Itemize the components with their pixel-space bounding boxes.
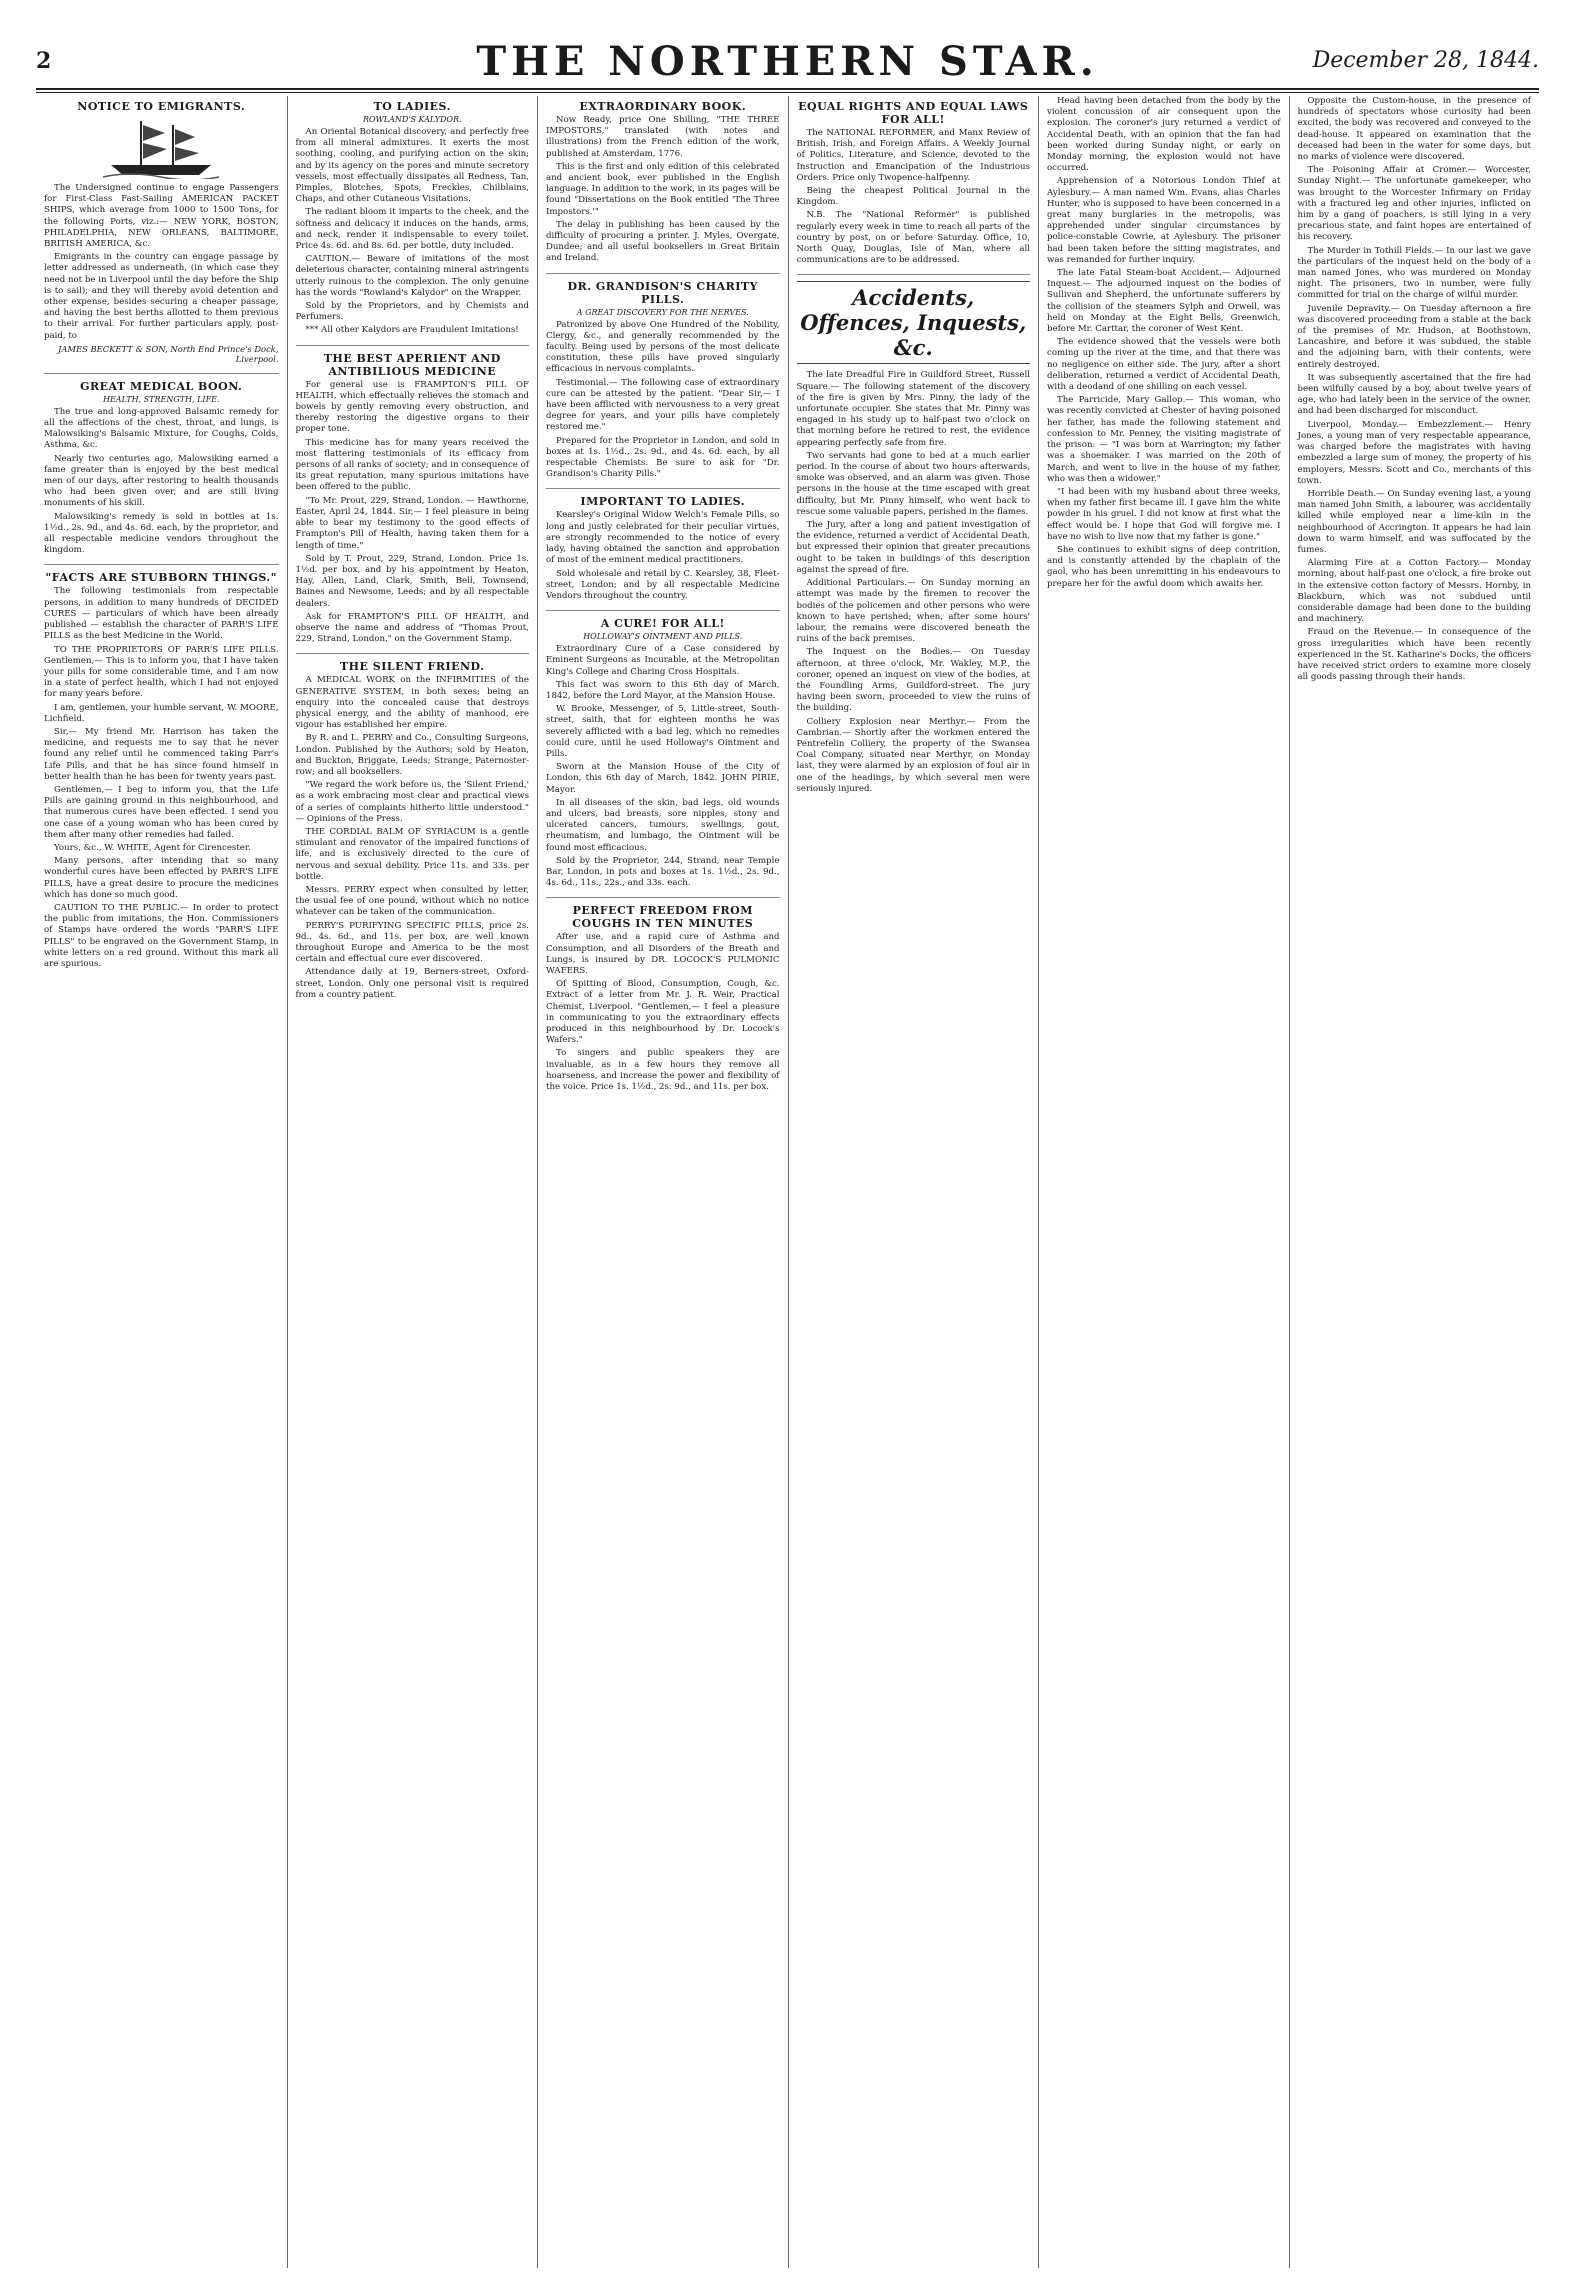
ad-paragraph: Sworn at the Mansion House of the City of London, this 6th day of March, 1842. JOHN PIRIE, Mayor.	[546, 762, 780, 795]
issue-date: December 28, 1844.	[1312, 48, 1539, 73]
ad-paragraph: Now Ready, price One Shilling, "THE THREE IMPOSTORS," translated (with notes and illustrations) from the French edition of the work, published at Amsterdam, 1776.	[546, 115, 780, 159]
news-paragraph: Liverpool, Monday.— Embezzlement.— Henry Jones, a young man of very respectable appearance, was charged before the magistrates with having embezzled a large sum of money, the property of his employers, Messrs. Scott and Co., merchants of this town.	[1297, 419, 1531, 486]
masthead-rule-thin	[36, 92, 1539, 93]
news-paragraph: Head having been detached from the body by the violent concussion of air consequent upon the explosion. The coroner's jury returned a verdict of Accidental Death, with an opinion that the fan had been worked during Sunday night, or early on Monday morning, the explosion would not have occurred.	[1047, 96, 1281, 174]
news-paragraph: The Murder in Tothill Fields.— In our last we gave the particulars of the inquest held on the body of a man named Jones, who was murdered on Monday night. The prisoners, two in number, were fully committed for trial on the charge of wilful murder.	[1297, 245, 1531, 301]
column-4	[788, 96, 1039, 2268]
ad-paragraph: CAUTION TO THE PUBLIC.— In order to protect the public from imitations, the Hon. Commissioners of Stamps have ordered the words "PARR'S LIFE PILLS" to be engraved on the Government Stamp, in white letters on a red ground. Without this mark all are spurious.	[44, 902, 279, 969]
paper-title: THE NORTHERN STAR.	[476, 38, 1099, 85]
ad-paragraph: This medicine has for many years received the most flattering testimonials of its efficacy from persons of all ranks of society; and in consequence of its great reputation, many spurious imitations have been offered to the public.	[295, 437, 529, 493]
news-paragraph: The Inquest on the Bodies.— On Tuesday afternoon, at three o'clock, Mr. Wakley, M.P., the coroner, opened an inquest on view of the bodies, at the Foundling Arms, Guildford-street. The jury having been sworn, proceeded to view the ruins of the building.	[796, 647, 1030, 714]
section-heading: Accidents, Offences, Inquests, &c.	[797, 281, 1031, 364]
advertisement	[546, 280, 780, 490]
advertisement	[44, 380, 279, 566]
ad-paragraph: To singers and public speakers they are invaluable, as in a few hours they remove all hoarseness, and increase the power and flexibility of the voice. Price 1s. 1½d., 2s. 9d., and 11s. per box.	[546, 1048, 780, 1093]
ad-paragraph: W. Brooke, Messenger, of 5, Little-street, South-street, saith, that for eighteen months he was severely afflicted with a bad leg, which no remedies could cure, until he used Holloway's Ointment and Pills.	[546, 704, 780, 759]
news-paragraph: Apprehension of a Notorious London Thief at Aylesbury.— A man named Wm. Evans, alias Charles Hunter, who is supposed to have been concerned in a great many burglaries in the metropolis, was apprehended under singular circumstances by police-constable Cowrie, at Aylesbury. The prisoner had been taken before the sitting magistrates, and was remanded for further inquiry.	[1047, 176, 1281, 265]
news-paragraph: The Poisoning Affair at Cromer.— Worcester, Sunday Night.— The unfortunate gamekeeper, who was brought to the Worcester Infirmary on Friday with a fractured leg and other injuries, inflicted on him by a gang of poachers, is still lying in a very precarious state, and faint hopes are entertained of his recovery.	[1297, 165, 1531, 243]
column-6	[1289, 96, 1540, 2268]
news-paragraph: Two servants had gone to bed at a much earlier period. In the course of about two hours afterwards, smoke was observed, and an alarm was given. Those persons in the house at the time escaped with great difficulty, but Mr. Pinny himself, who went back to rescue some valuable papers, perished in the flames.	[796, 450, 1030, 517]
ad-paragraph: Extraordinary Cure of a Case considered by Eminent Surgeons as Incurable, at the Metropolitan King's College and Charing Cross Hospitals.	[546, 644, 780, 677]
news-paragraph: The Parricide, Mary Gallop.— This woman, who was recently convicted at Chester of having poisoned her father, has made the following statement and confession to Mr. Penney, the visiting magistrate of the prison: — "I was born at Warrington; my father was a shoemaker. I was married on the 20th of March, and went to live in the house of my father, who was then a widower."	[1047, 395, 1281, 484]
news-paragraph: The late Dreadful Fire in Guildford Street, Russell Square.— The following statement of the discovery of the fire is given by Mrs. Pinny, the lady of the unfortunate occupier. She states that Mr. Pinny was engaged in his study up to half-past two o'clock on that morning before he retired to rest, the evidence appearing perfectly safe from fire.	[796, 370, 1030, 448]
ad-title: THE BEST APERIENT AND ANTIBILIOUS MEDICINE	[323, 351, 501, 378]
advertisement	[797, 100, 1031, 275]
ad-paragraph: Sir,— My friend Mr. Harrison has taken the medicine, and requests me to say that he never found any relief until he commenced taking Parr's Life Pills, and that he has since found himself in better health than he has been for twenty years past.	[44, 726, 279, 782]
ad-paragraph: Gentlemen,— I beg to inform you, that the Life Pills are gaining ground in this neighbourhood, and that numerous cures have been effected. I send you one case of a young woman who has been cured by them after many other remedies had failed.	[44, 784, 279, 840]
ad-paragraph: TO THE PROPRIETORS OF PARR'S LIFE PILLS. Gentlemen,— This is to inform you, that I have taken your pills for some considerable time, and I am now in a state of perfect health, which I had not enjoyed for many years before.	[44, 644, 279, 700]
ad-paragraph: Nearly two centuries ago, Malowsiking earned a fame greater than is enjoyed by the best medical men of our days, after restoring to health thousands who had been given over, and are still living monuments of his skill.	[44, 453, 279, 509]
ad-paragraph: Many persons, after intending that so many wonderful cures have been effected by PARR'S LIFE PILLS, have a great desire to procure the medicines which has done so much good.	[44, 856, 279, 900]
page-number: 2	[36, 48, 52, 74]
advertisement	[296, 660, 530, 1009]
ad-title: THE SILENT FRIEND.	[339, 660, 485, 674]
column-5	[1038, 96, 1289, 2268]
ad-paragraph: CAUTION.— Beware of imitations of the most deleterious character, containing mineral astringents utterly ruinous to the complexion. The only genuine has the words "Rowland's Kalydor" on the Wrapper.	[295, 254, 529, 298]
ad-paragraph: THE CORDIAL BALM OF SYRIACUM is a gentle stimulant and renovator of the impaired functions of life, and is exclusively directed to the cure of nervous and sexual debility. Price 11s. and 33s. per bottle.	[295, 826, 529, 882]
news-paragraph: Alarming Fire at a Cotton Factory.— Monday morning, about half-past one o'clock, a fire broke out in the extensive cotton factory of Messrs. Hornby, in Blackburn, which was not subdued until considerable damage had been done to the building and machinery.	[1297, 558, 1531, 625]
sailing-ship-icon	[101, 115, 221, 179]
ad-signature: JAMES BECKETT & SON, North End Prince's Dock, Liverpool.	[58, 343, 279, 364]
masthead	[36, 30, 1539, 92]
news-paragraph: "I had been with my husband about three weeks, when my father first became ill. I gave him the white powder in his gruel. I did not know at first what the effect would be. I hope that God will forgive me. I have no wish to live now that my father is gone."	[1047, 486, 1281, 542]
ad-title: PERFECT FREEDOM FROM COUGHS IN TEN MINUTES	[572, 904, 754, 931]
masthead-rule	[36, 88, 1539, 90]
ad-paragraph: Prepared for the Proprietor in London, and sold in boxes at 1s. 1½d., 2s. 9d., and 4s. 6d. each, by all respectable Chemists. Be sure to ask for "Dr. Grandison's Charity Pills."	[546, 435, 780, 480]
ad-title: EQUAL RIGHTS AND EQUAL LAWS FOR ALL!	[798, 100, 1029, 126]
ad-paragraph: Being the cheapest Political Journal in the Kingdom.	[796, 186, 1030, 208]
ad-paragraph: Patronized by above One Hundred of the Nobility, Clergy, &c., and generally recommended by the faculty. Being used by persons of the most delicate constitution, these pills have proved singularly efficacious in nervous complaints.	[546, 319, 780, 375]
ad-subtitle: HEALTH, STRENGTH, LIFE.	[102, 394, 220, 404]
ad-paragraph: Sold by T. Prout, 229, Strand, London. Price 1s. 1½d. per box, and by his appointment by Heaton, Hay, Allen, Land, Clark, Smith, Bell, Townsend, Baines and Newsome, Leeds; and by all respectable dealers.	[295, 553, 529, 609]
ad-paragraph: Messrs. PERRY expect when consulted by letter, the usual fee of one pound, without which no notice whatever can be taken of the communication.	[295, 884, 529, 918]
advertisement	[296, 352, 530, 655]
ad-paragraph: Emigrants in the country can engage passage by letter addressed as underneath, (in which case they need not be in Liverpool until the day before the Ship is to sail); and they will thereby avoid detention and other expense, besides securing a cheaper passage, and having the best berths allotted to them previous to their arrival. For further particulars apply, post-paid, to	[44, 252, 279, 341]
column-3	[537, 96, 788, 2268]
ad-paragraph: An Oriental Botanical discovery, and perfectly free from all mineral admixtures. It exerts the most soothing, cooling, and purifying action on the skin; and by its agency on the pores and minute secretory vessels, most effectually dissipates all Redness, Tan, Pimples, Blotches, Spots, Freckles, Chilblains, Chaps, and other Cutaneous Visitations.	[295, 127, 529, 205]
ad-subtitle: HOLLOWAY'S OINTMENT AND PILLS.	[583, 632, 743, 642]
ad-paragraph: For general use is FRAMPTON'S PILL OF HEALTH, which effectually relieves the stomach and bowels by gently removing every obstruction, and thereby restoring the digestive organs to their proper tone.	[295, 379, 529, 435]
ad-paragraph: The Undersigned continue to engage Passengers for First-Class Fast-Sailing AMERICAN PACKET SHIPS, which average from 1000 to 1500 Tons, for the following Ports, viz.:— NEW YORK, BOSTON, PHILADELPHIA, NEW ORLEANS, BALTIMORE, BRITISH AMERICA, &c.	[44, 183, 279, 250]
ad-paragraph: N.B. The "National Reformer" is published regularly every week in time to reach all parts of the country by post, on or before Saturday. Office, 10, North Quay, Douglas, Isle of Man, where all communications are to be addressed.	[796, 210, 1030, 266]
ad-paragraph: PERRY'S PURIFYING SPECIFIC PILLS, price 2s. 9d., 4s. 6d., and 11s. per box, are well known throughout Europe and America to be the most certain and effectual cure ever discovered.	[295, 920, 529, 965]
ad-paragraph: Ask for FRAMPTON'S PILL OF HEALTH, and observe the name and address of "Thomas Prout, 229, Strand, London," on the Government Stamp.	[295, 611, 529, 645]
advertisement	[44, 100, 279, 374]
ad-paragraph: Malowsiking's remedy is sold in bottles at 1s. 1½d., 2s. 9d., and 4s. 6d. each, by the proprietor, and all respectable medicine vendors throughout the kingdom.	[44, 511, 279, 556]
news-paragraph: It was subsequently ascertained that the fire had been wilfully caused by a boy, about twelve years of age, who had lately been in the service of the owner, and had been discharged for misconduct.	[1297, 372, 1531, 417]
advertisement	[546, 100, 780, 274]
ad-title: TO LADIES.	[373, 100, 451, 113]
advertisement	[44, 571, 279, 978]
advertisement	[546, 617, 780, 898]
ad-paragraph: After use, and a rapid cure of Asthma and Consumption, and all Disorders of the Breath and Lungs, is insured by DR. LOCOCK'S PULMONIC WAFERS.	[546, 932, 780, 976]
ad-paragraph: A MEDICAL WORK on the INFIRMITIES of the GENERATIVE SYSTEM, in both sexes; being an enquiry into the concealed cause that destroys physical energy, and the ability of manhood, ere vigour has established her empire.	[295, 675, 529, 731]
ad-paragraph: Sold wholesale and retail by C. Kearsley, 38, Fleet-street, London; and by all respectable Medicine Vendors throughout the country.	[546, 568, 780, 601]
ad-title: EXTRAORDINARY BOOK.	[579, 100, 747, 113]
ad-paragraph: The true and long-approved Balsamic remedy for all the affections of the chest, throat, and lungs, is Malowsiking's Balsamic Mixture, for Coughs, Colds, Asthma, &c.	[44, 406, 279, 451]
advertisement	[546, 904, 780, 1101]
ad-paragraph: The radiant bloom it imparts to the cheek, and the softness and delicacy it induces on the hands, arms, and neck, render it indispensable to every toilet. Price 4s. 6d. and 8s. 6d. per bottle, duty included.	[295, 207, 529, 252]
news-paragraph: Opposite the Custom-house, in the presence of hundreds of spectators whose curiosity had been excited, the body was recovered and conveyed to the dead-house. It appeared on examination that the deceased had been in the water for some days, but no marks of violence were discovered.	[1297, 96, 1531, 163]
ad-paragraph: Testimonial.— The following case of extraordinary cure can be attested by the patient. "Dear Sir,— I have been afflicted with nervousness to a very great degree for years, and your pills have completely restored me."	[546, 377, 780, 433]
ad-paragraph: "We regard the work before us, the 'Silent Friend,' as a work embracing most clear and practical views of a series of complaints hitherto little understood." — Opinions of the Press.	[295, 780, 529, 824]
ad-paragraph: The delay in publishing has been caused by the difficulty of procuring a printer. J. Myles, Overgate, Dundee; and all useful booksellers in Great Britain and Ireland.	[546, 219, 780, 264]
ad-title: IMPORTANT TO LADIES.	[580, 495, 746, 509]
ad-paragraph: Kearsley's Original Widow Welch's Female Pills, so long and justly celebrated for their peculiar virtues, are strongly recommended to the notice of every lady, having obtained the sanction and approbation of most of the eminent medical practitioners.	[546, 510, 780, 566]
ad-title: A CURE! FOR ALL!	[600, 617, 725, 631]
advertisement	[546, 495, 780, 611]
news-paragraph: Juvenile Depravity.— On Tuesday afternoon a fire was discovered proceeding from a stable at the back of the premises of Mr. Hudson, at Boothstown, Lancashire, and before it was subdued, the stable and the adjoining barn, with their contents, were entirely destroyed.	[1297, 303, 1531, 370]
ad-title: NOTICE TO EMIGRANTS.	[77, 100, 246, 113]
column-2	[287, 96, 538, 2268]
ad-paragraph: This fact was sworn to this 6th day of March, 1842, before the Lord Mayor, at the Mansion House.	[546, 679, 780, 701]
ad-paragraph: Sold by the Proprietor, 244, Strand, near Temple Bar, London, in pots and boxes at 1s. 1½d., 2s. 9d., 4s. 6d., 11s., 22s., and 33s. each.	[546, 855, 780, 889]
ad-paragraph: By R. and L. PERRY and Co., Consulting Surgeons, London. Published by the Authors; sold by Heaton, and Buckton, Briggate, Leeds; Strange, Paternoster-row; and all booksellers.	[295, 733, 529, 777]
ad-paragraph: Sold by the Proprietors, and by Chemists and Perfumers.	[295, 301, 529, 323]
news-paragraph: Fraud on the Revenue.— In consequence of the gross irregularities which have been recently experienced in the St. Katharine's Docks, the officers have received strict orders to examine more closely all goods passing through their hands.	[1297, 627, 1531, 683]
ad-paragraph: In all diseases of the skin, bad legs, old wounds and ulcers, bad breasts, sore nipples, stony and ulcerated cancers, tumours, swellings, gout, rheumatism, and lumbago, the Ointment will be found most efficacious.	[546, 797, 780, 853]
ad-paragraph: Of Spitting of Blood, Consumption, Cough, &c. Extract of a letter from Mr. J. R. Weir, Practical Chemist, Liverpool. "Gentlemen,— I feel a pleasure in communicating to you the extraordinary effects produced in this neighbourhood by Dr. Locock's Wafers."	[546, 979, 780, 1046]
ad-paragraph: *** All other Kalydors are Fraudulent Imitations!	[305, 325, 519, 336]
news-paragraph: The evidence showed that the vessels were both coming up the river at the time, and that there was no negligence on either side. The jury, after a short deliberation, returned a verdict of Accidental Death, with a deodand of one shilling on each vessel.	[1047, 337, 1281, 393]
news-paragraph: Additional Particulars.— On Sunday morning an attempt was made by the firemen to recover the bodies of the policemen and other persons who were known to have perished; when, after some hours' labour, the remains were discovered beneath the ruins of the back premises.	[796, 578, 1030, 645]
ad-paragraph: I am, gentlemen, your humble servant, W. MOORE, Lichfield.	[44, 702, 279, 724]
news-paragraph: The late Fatal Steam-boat Accident.— Adjourned Inquest.— The adjourned inquest on the bodies of Sullivan and Shepherd, the unfortunate sufferers by the collision of the steamers Sylph and Orwell, was held on Monday at the Eight Bells, Greenwich, before Mr. Carttar, the coroner of West Kent.	[1047, 268, 1281, 335]
news-paragraph: The Jury, after a long and patient investigation of the evidence, returned a verdict of Accidental Death, but expressed their opinion that greater precautions ought to be taken in buildings of this description against the spread of fire.	[796, 520, 1030, 575]
ad-title: DR. GRANDISON'S CHARITY PILLS.	[567, 279, 758, 306]
ad-subtitle: ROWLAND'S KALYDOR.	[362, 115, 462, 124]
ad-paragraph: "To Mr. Prout, 229, Strand, London. — Hawthorne, Easter, April 24, 1844. Sir,— I feel pleasure in being able to bear my testimony to the good effects of Frampton's Pill of Health, having taken them for a length of time."	[295, 495, 529, 551]
ad-paragraph: Yours, &c., W. WHITE, Agent for Cirencester.	[54, 842, 251, 853]
ad-title: GREAT MEDICAL BOON.	[80, 379, 243, 393]
advertisement	[296, 100, 530, 346]
news-paragraph: She continues to exhibit signs of deep contrition, and is constantly attended by the chaplain of the gaol, who has been unremitting in his endeavours to prepare her for the awful doom which awaits her.	[1047, 544, 1281, 589]
news-paragraph: Horrible Death.— On Sunday evening last, a young man named John Smith, a labourer, was accidentally killed while employed near a lime-kiln in the neighbourhood of Accrington. It appears he had lain down to warm himself, and was suffocated by the fumes.	[1297, 488, 1531, 555]
page-columns	[36, 96, 1539, 2268]
ad-paragraph: The following testimonials from respectable persons, in addition to many hundreds of DECIDED CURES — particulars of which have been already published — establish the character of PARR'S LIFE PILLS as the best Medicine in the World.	[44, 586, 279, 642]
column-1	[36, 96, 287, 2268]
ad-paragraph: Attendance daily at 19, Berners-street, Oxford-street, London. Only one personal visit is required from a country patient.	[295, 967, 529, 1000]
ad-subtitle: A GREAT DISCOVERY FOR THE NERVES.	[576, 307, 749, 317]
news-paragraph: Colliery Explosion near Merthyr.— From the Cambrian.— Shortly after the workmen entered the Pentrefelin Colliery, the property of the Swansea Coal Company, situated near Merthyr, on Monday last, they were alarmed by an explosion of foul air in one of the headings, by which several men were seriously injured.	[796, 716, 1030, 794]
ad-paragraph: The NATIONAL REFORMER, and Manx Review of British, Irish, and Foreign Affairs. A Weekly Journal of Politics, Literature, and Science, devoted to the Instruction and Emancipation of the Industrious Orders. Price only Twopence-halfpenny.	[796, 128, 1030, 183]
ad-title: "FACTS ARE STUBBORN THINGS."	[45, 571, 277, 585]
ad-paragraph: This is the first and only edition of this celebrated and ancient book, ever published in the English language. In addition to the work, in its pages will be found "Dissertations on the Book entitled 'The Three Impostors.'"	[546, 161, 780, 217]
